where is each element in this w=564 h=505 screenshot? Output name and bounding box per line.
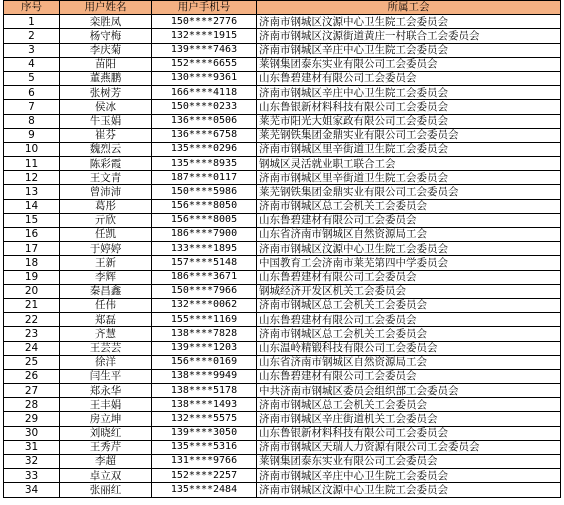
cell-union: 中国教育工会济南市莱芜第四中学委员会: [257, 256, 561, 270]
cell-user-name: 王秀芹: [60, 440, 152, 454]
table-row: [4, 199, 561, 213]
cell-user-phone: 187****0117: [152, 171, 257, 185]
cell-user-phone: 157****5148: [152, 256, 257, 270]
cell-user-phone: 152****6655: [152, 57, 257, 71]
cell-user-phone: 186****3671: [152, 270, 257, 284]
cell-serial-number: 3: [4, 43, 60, 57]
cell-user-name: 任伟: [60, 298, 152, 312]
table-row: [4, 128, 561, 142]
header-user-phone: 用户手机号: [152, 1, 257, 15]
member-table: [3, 0, 561, 498]
cell-user-phone: 131****9766: [152, 455, 257, 469]
cell-serial-number: 6: [4, 86, 60, 100]
table-row: [4, 270, 561, 284]
member-list-sheet: [3, 0, 560, 498]
cell-union: 莱芜钢铁集团金鼎实业有限公司工会委员会: [257, 185, 561, 199]
cell-serial-number: 9: [4, 128, 60, 142]
cell-user-phone: 135****5316: [152, 440, 257, 454]
cell-union: 济南市钢城区总工会机关工会委员会: [257, 298, 561, 312]
table-row: [4, 228, 561, 242]
cell-serial-number: 24: [4, 341, 60, 355]
cell-union: 山东鲁碧建材有限公司工会委员会: [257, 71, 561, 85]
cell-user-phone: 150****0233: [152, 100, 257, 114]
cell-user-phone: 166****4118: [152, 86, 257, 100]
cell-user-phone: 130****9361: [152, 71, 257, 85]
table-row: [4, 100, 561, 114]
cell-union: 山东温岭精锻科技有限公司工会委员会: [257, 341, 561, 355]
cell-user-phone: 156****8050: [152, 199, 257, 213]
cell-user-name: 秦昌鑫: [60, 284, 152, 298]
cell-union: 济南市钢城区汶源中心卫生院工会委员会: [257, 483, 561, 497]
cell-serial-number: 34: [4, 483, 60, 497]
cell-serial-number: 17: [4, 242, 60, 256]
cell-serial-number: 15: [4, 213, 60, 227]
cell-user-phone: 139****1203: [152, 341, 257, 355]
cell-user-phone: 138****7828: [152, 327, 257, 341]
cell-user-phone: 139****3050: [152, 426, 257, 440]
cell-user-name: 王芸芸: [60, 341, 152, 355]
cell-union: 山东省济南市钢城区自然资源局工会: [257, 228, 561, 242]
table-row: [4, 86, 561, 100]
cell-serial-number: 30: [4, 426, 60, 440]
cell-serial-number: 4: [4, 57, 60, 71]
table-row: [4, 298, 561, 312]
header-union: 所属工会: [257, 1, 561, 15]
cell-union: 济南市钢城区汶源中心卫生院工会委员会: [257, 15, 561, 29]
cell-union: 钢城经济开发区机关工会委员会: [257, 284, 561, 298]
cell-union: 济南市钢城区汶源中心卫生院工会委员会: [257, 242, 561, 256]
table-row: [4, 398, 561, 412]
table-row: [4, 142, 561, 156]
table-row: [4, 327, 561, 341]
cell-user-name: 卓立双: [60, 469, 152, 483]
cell-serial-number: 10: [4, 142, 60, 156]
cell-user-name: 王新: [60, 256, 152, 270]
table-row: [4, 157, 561, 171]
cell-user-phone: 135****2484: [152, 483, 257, 497]
cell-user-name: 李辉: [60, 270, 152, 284]
cell-user-name: 牛玉娟: [60, 114, 152, 128]
cell-user-name: 张树芳: [60, 86, 152, 100]
cell-user-name: 李超: [60, 455, 152, 469]
cell-serial-number: 20: [4, 284, 60, 298]
table-body: [4, 15, 561, 497]
cell-union: 济南市钢城区辛庄街道机关工会委员会: [257, 412, 561, 426]
cell-union: 济南市钢城区辛庄中心卫生院工会委员会: [257, 469, 561, 483]
cell-user-name: 亓欣: [60, 213, 152, 227]
table-row: [4, 29, 561, 43]
cell-union: 济南市钢城区汶源街道黄庄一村联合工会委员会: [257, 29, 561, 43]
cell-user-phone: 138****5178: [152, 384, 257, 398]
cell-serial-number: 18: [4, 256, 60, 270]
cell-user-name: 徐洋: [60, 355, 152, 369]
cell-user-phone: 135****0296: [152, 142, 257, 156]
cell-user-phone: 150****5986: [152, 185, 257, 199]
cell-serial-number: 13: [4, 185, 60, 199]
table-row: [4, 185, 561, 199]
cell-union: 莱芜市阳光大姐家政有限公司工会委员会: [257, 114, 561, 128]
cell-user-phone: 138****1493: [152, 398, 257, 412]
table-row: [4, 455, 561, 469]
cell-user-name: 郑磊: [60, 313, 152, 327]
header-serial-number: 序号: [4, 1, 60, 15]
cell-user-phone: 133****1895: [152, 242, 257, 256]
cell-union: 山东鲁银新材料科技有限公司工会委员会: [257, 426, 561, 440]
header-row: [4, 1, 561, 15]
cell-union: 钢城区灵活就业职工联合工会: [257, 157, 561, 171]
header-user-name: 用户姓名: [60, 1, 152, 15]
cell-serial-number: 26: [4, 369, 60, 383]
table-row: [4, 213, 561, 227]
cell-serial-number: 1: [4, 15, 60, 29]
table-row: [4, 284, 561, 298]
cell-union: 济南市钢城区总工会机关工会委员会: [257, 327, 561, 341]
cell-serial-number: 12: [4, 171, 60, 185]
cell-user-name: 栾胜凤: [60, 15, 152, 29]
cell-user-phone: 156****8005: [152, 213, 257, 227]
cell-user-name: 苗阳: [60, 57, 152, 71]
cell-serial-number: 32: [4, 455, 60, 469]
cell-serial-number: 16: [4, 228, 60, 242]
cell-union: 山东鲁银新材料科技有限公司工会委员会: [257, 100, 561, 114]
cell-user-phone: 139****7463: [152, 43, 257, 57]
cell-serial-number: 28: [4, 398, 60, 412]
cell-serial-number: 14: [4, 199, 60, 213]
cell-user-name: 杨守梅: [60, 29, 152, 43]
table-row: [4, 57, 561, 71]
table-row: [4, 341, 561, 355]
cell-user-name: 董燕鹏: [60, 71, 152, 85]
cell-user-phone: 136****0506: [152, 114, 257, 128]
cell-union: 济南市钢城区里辛街道卫生院工会委员会: [257, 142, 561, 156]
cell-user-phone: 135****8935: [152, 157, 257, 171]
cell-union: 中共济南市钢城区委员会组织部工会委员会: [257, 384, 561, 398]
table-row: [4, 114, 561, 128]
table-row: [4, 256, 561, 270]
cell-serial-number: 31: [4, 440, 60, 454]
cell-user-name: 郑永华: [60, 384, 152, 398]
cell-serial-number: 11: [4, 157, 60, 171]
cell-serial-number: 8: [4, 114, 60, 128]
cell-user-name: 王文青: [60, 171, 152, 185]
cell-serial-number: 23: [4, 327, 60, 341]
cell-union: 济南市钢城区辛庄中心卫生院工会委员会: [257, 86, 561, 100]
cell-union: 莱芜钢铁集团金鼎实业有限公司工会委员会: [257, 128, 561, 142]
cell-serial-number: 5: [4, 71, 60, 85]
cell-user-name: 房立坤: [60, 412, 152, 426]
cell-user-phone: 155****1169: [152, 313, 257, 327]
cell-serial-number: 29: [4, 412, 60, 426]
cell-union: 山东省济南市钢城区自然资源局工会: [257, 355, 561, 369]
cell-user-name: 葛彤: [60, 199, 152, 213]
cell-user-name: 曾沛沛: [60, 185, 152, 199]
cell-serial-number: 25: [4, 355, 60, 369]
table-row: [4, 43, 561, 57]
cell-union: 山东鲁碧建材有限公司工会委员会: [257, 313, 561, 327]
cell-user-phone: 138****9949: [152, 369, 257, 383]
cell-serial-number: 27: [4, 384, 60, 398]
cell-union: 济南市钢城区辛庄中心卫生院工会委员会: [257, 43, 561, 57]
table-row: [4, 440, 561, 454]
cell-union: 济南市钢城区天瑞人力资源有限公司工会委员会: [257, 440, 561, 454]
cell-user-phone: 156****0169: [152, 355, 257, 369]
cell-user-name: 闫生平: [60, 369, 152, 383]
cell-user-phone: 136****6758: [152, 128, 257, 142]
cell-union: 山东鲁碧建材有限公司工会委员会: [257, 369, 561, 383]
cell-union: 济南市钢城区总工会机关工会委员会: [257, 199, 561, 213]
table-row: [4, 313, 561, 327]
table-row: [4, 369, 561, 383]
cell-union: 山东鲁碧建材有限公司工会委员会: [257, 270, 561, 284]
cell-user-phone: 132****1915: [152, 29, 257, 43]
cell-user-name: 侯冰: [60, 100, 152, 114]
table-row: [4, 71, 561, 85]
cell-user-phone: 132****5575: [152, 412, 257, 426]
cell-user-name: 魏烈云: [60, 142, 152, 156]
table-row: [4, 355, 561, 369]
cell-union: 山东鲁碧建材有限公司工会委员会: [257, 213, 561, 227]
table-row: [4, 469, 561, 483]
cell-union: 莱钢集团泰东实业有限公司工会委员会: [257, 455, 561, 469]
cell-user-phone: 152****2257: [152, 469, 257, 483]
cell-user-name: 刘晓红: [60, 426, 152, 440]
table-row: [4, 426, 561, 440]
cell-user-name: 李庆菊: [60, 43, 152, 57]
cell-union: 莱钢集团泰东实业有限公司工会委员会: [257, 57, 561, 71]
cell-serial-number: 2: [4, 29, 60, 43]
table-row: [4, 171, 561, 185]
cell-user-name: 齐慧: [60, 327, 152, 341]
cell-user-name: 陈彩霞: [60, 157, 152, 171]
cell-union: 济南市钢城区里辛街道卫生院工会委员会: [257, 171, 561, 185]
cell-serial-number: 33: [4, 469, 60, 483]
cell-user-name: 崔芬: [60, 128, 152, 142]
cell-serial-number: 19: [4, 270, 60, 284]
table-row: [4, 483, 561, 497]
cell-serial-number: 22: [4, 313, 60, 327]
cell-user-phone: 132****0062: [152, 298, 257, 312]
cell-user-phone: 150****2776: [152, 15, 257, 29]
table-row: [4, 15, 561, 29]
table-row: [4, 242, 561, 256]
cell-user-name: 张丽红: [60, 483, 152, 497]
cell-user-name: 于婷婷: [60, 242, 152, 256]
table-row: [4, 384, 561, 398]
cell-user-phone: 186****7900: [152, 228, 257, 242]
cell-user-name: 王丰娟: [60, 398, 152, 412]
cell-user-name: 任凯: [60, 228, 152, 242]
table-row: [4, 412, 561, 426]
cell-user-phone: 150****7966: [152, 284, 257, 298]
cell-serial-number: 21: [4, 298, 60, 312]
cell-serial-number: 7: [4, 100, 60, 114]
cell-union: 济南市钢城区总工会机关工会委员会: [257, 398, 561, 412]
